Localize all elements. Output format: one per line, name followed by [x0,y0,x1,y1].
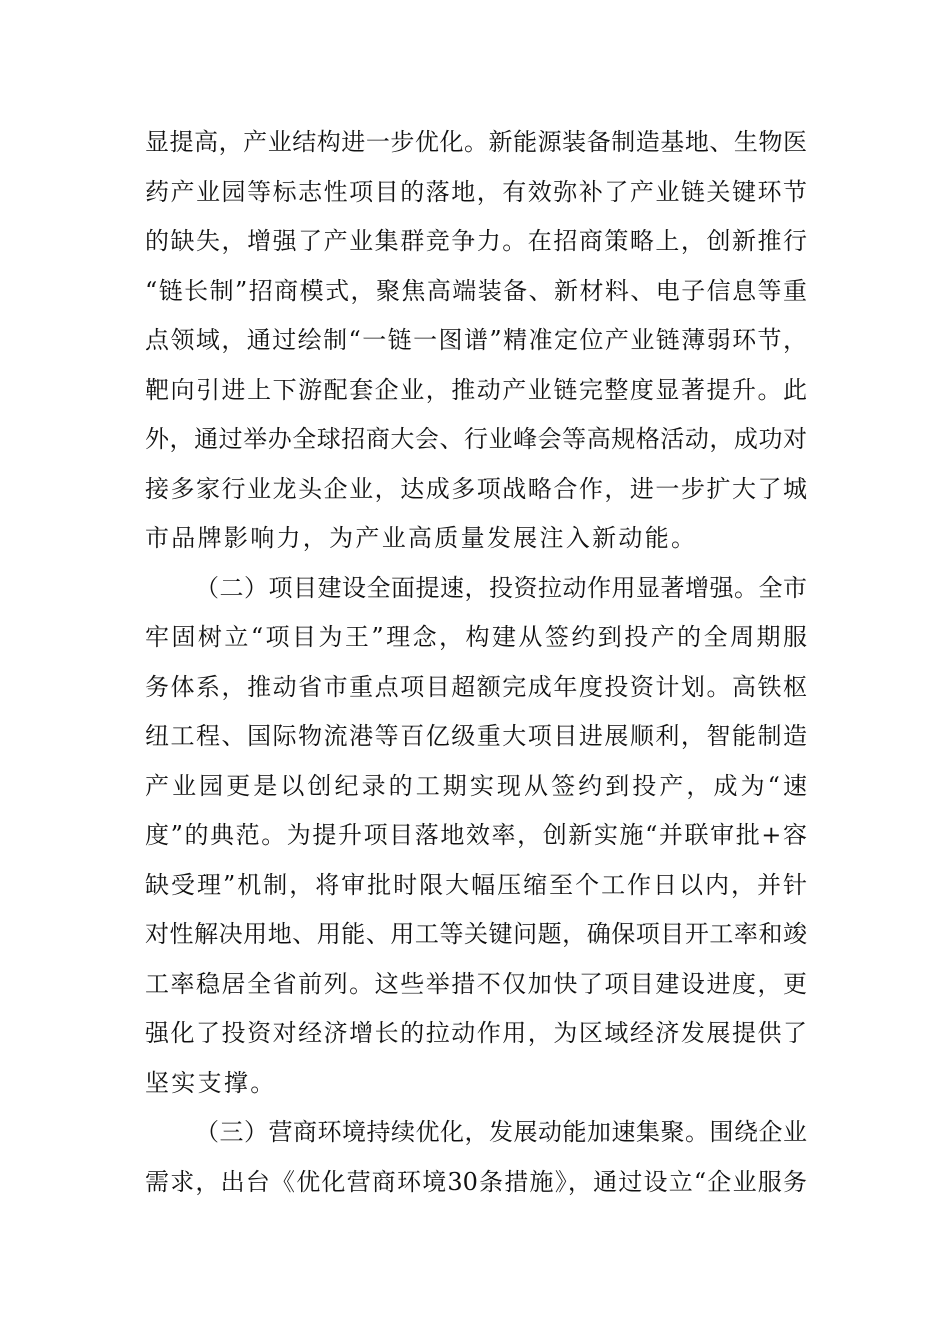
text-line: 接多家行业龙头企业，达成多项战略合作，进一步扩大了城 [145,474,807,503]
text-line: 工率稳居全省前列。这些举措不仅加快了项目建设进度，更 [145,969,807,998]
text-line: 务体系，推动省市重点项目超额完成年度投资计划。高铁枢 [145,672,807,701]
text-line: “链长制”招商模式，聚焦高端装备、新材料、电子信息等重 [145,276,807,305]
paragraph-project-construction [145,564,807,1109]
text-line: 度”的典范。为提升项目落地效率，创新实施“并联审批+容 [145,821,807,849]
text-line: 需求，出台《优化营商环境30条措施》，通过设立“企业服务 [145,1167,807,1196]
document-page [145,118,807,1207]
text-line: 点领域，通过绘制“一链一图谱”精准定位产业链薄弱环节， [145,326,807,354]
paragraph-industry-structure [145,118,807,564]
text-line: 纽工程、国际物流港等百亿级重大项目进展顺利，智能制造 [145,722,807,750]
text-line: 强化了投资对经济增长的拉动作用，为区域经济发展提供了 [145,1019,807,1047]
text-line: 靶向引进上下游配套企业，推动产业链完整度显著提升。此 [145,375,807,404]
text-line: 药产业园等标志性项目的落地，有效弥补了产业链关键环节 [145,177,807,206]
text-line: 外，通过举办全球招商大会、行业峰会等高规格活动，成功对 [145,425,807,453]
paragraph-business-environment [145,1108,807,1207]
text-line: 坚实支撑。 [145,1068,277,1097]
text-line: 牢固树立“项目为王”理念，构建从签约到投产的全周期服 [145,623,807,651]
text-line: 缺受理”机制，将审批时限大幅压缩至个工作日以内，并针 [145,870,807,899]
text-line: 产业园更是以创纪录的工期实现从签约到投产，成为“速 [145,771,807,800]
text-line: 市品牌影响力，为产业高质量发展注入新动能。 [145,524,698,552]
text-line: 对性解决用地、用能、用工等关键问题，确保项目开工率和竣 [145,920,807,948]
section-heading-line: （二）项目建设全面提速，投资拉动作用显著增强。全市 [195,573,807,602]
section-heading-line: （三）营商环境持续优化，发展动能加速集聚。围绕企业 [195,1118,807,1146]
text-line: 显提高，产业结构进一步优化。新能源装备制造基地、生物医 [145,128,807,156]
text-line: 的缺失，增强了产业集群竞争力。在招商策略上，创新推行 [145,227,807,255]
